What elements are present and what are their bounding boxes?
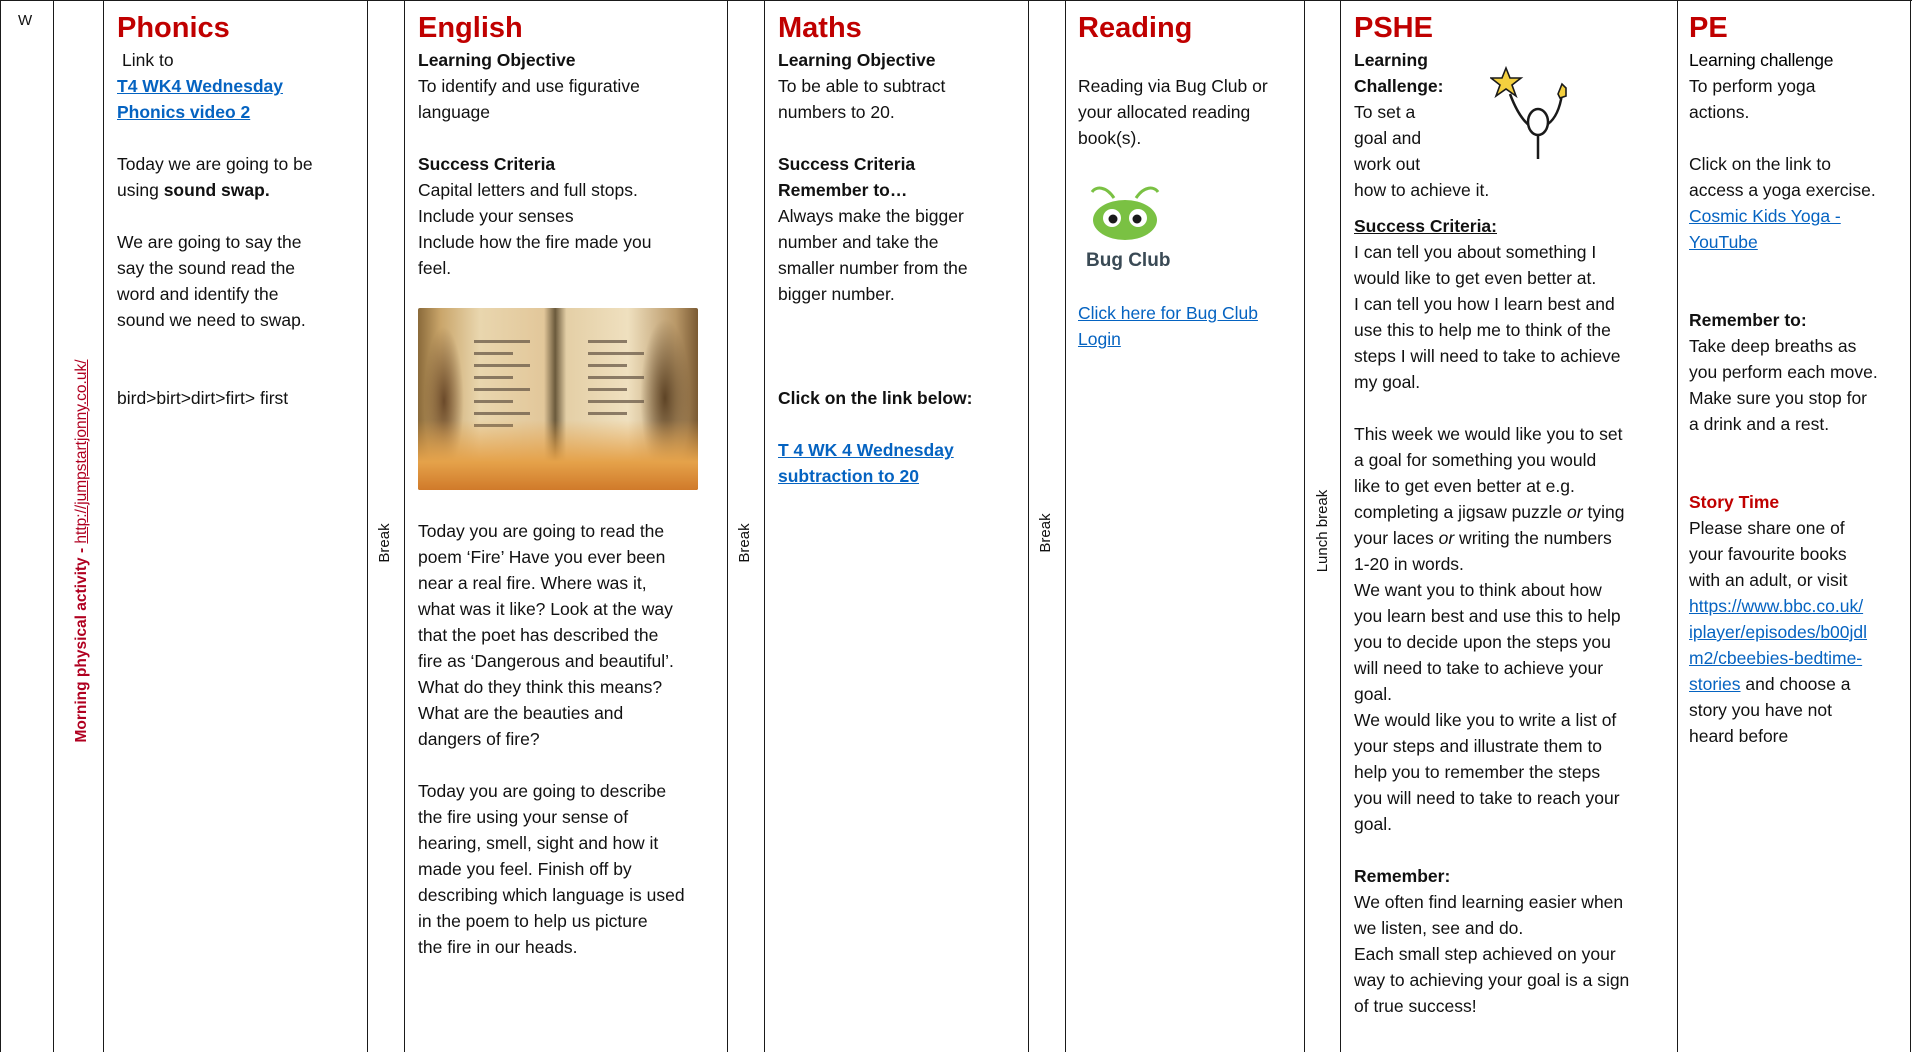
cosmic-kids-yoga-link[interactable] — [1689, 203, 1909, 255]
pshe-remember-line: Each small step achieved on your — [1354, 944, 1616, 964]
pe-click-text: Click on the link to — [1689, 154, 1832, 174]
col-border — [1910, 0, 1911, 1052]
reading-text: book(s). — [1078, 128, 1142, 148]
maths-column — [778, 10, 1023, 489]
pshe-remember-line: of true success! — [1354, 996, 1477, 1016]
english-task-line: fire as ‘Dangerous and beautiful’. — [418, 651, 674, 671]
table-top-border — [0, 0, 1912, 1]
pshe-lc-text: work out — [1354, 154, 1421, 174]
pe-remember-line: Make sure you stop for — [1689, 388, 1867, 408]
maths-lo-label: Learning Objective — [778, 50, 936, 70]
maths-lo-text: To be able to subtract — [778, 76, 946, 96]
pe-lc-text: To perform yoga — [1689, 76, 1816, 96]
reading-column — [1078, 10, 1300, 151]
english-task-line: Today you are going to describe — [418, 781, 667, 801]
pshe-remember-label: Remember: — [1354, 866, 1451, 886]
morning-activity — [73, 351, 91, 751]
col-border — [53, 0, 54, 1052]
english-lo-label: Learning Objective — [418, 50, 576, 70]
english-task-line: what was it like? Look at the way — [418, 599, 673, 619]
fire-poem-book-image — [418, 308, 698, 490]
story-text: your favourite books — [1689, 544, 1847, 564]
pe-remember-label: Remember to: — [1689, 310, 1807, 330]
reading-text: your allocated reading — [1078, 102, 1251, 122]
bug-club-logo — [1084, 180, 1184, 276]
pshe-think-line: you learn best and use this to help — [1354, 606, 1621, 626]
cbeebies-link-line[interactable]: m2/cbeebies-bedtime- — [1689, 648, 1863, 668]
yoga-link-line[interactable]: Cosmic Kids Yoga - — [1689, 206, 1841, 226]
english-task-line: near a real fire. Where was it, — [418, 573, 647, 593]
morning-activity-label: Morning physical activity - — [73, 543, 90, 743]
pshe-lc-text: goal and — [1354, 128, 1422, 148]
col-border — [727, 0, 728, 1052]
pe-lc-label: Learning challenge — [1689, 50, 1834, 70]
phonics-say-text: say the sound read the — [117, 258, 296, 278]
english-task-line: poem ‘Fire’ Have you ever been — [418, 547, 666, 567]
phonics-link-intro: Link to — [122, 50, 174, 70]
pshe-week-text: completing a jigsaw puzzle or tying — [1354, 502, 1625, 522]
phonics-word-chain: bird>birt>dirt>firt> first — [117, 388, 289, 408]
maths-subtraction-link[interactable] — [778, 437, 1023, 489]
english-task-line: made you feel. Finish off by — [418, 859, 632, 879]
maths-sc-label: Success Criteria — [778, 154, 916, 174]
pshe-think-line: help you to remember the steps — [1354, 762, 1601, 782]
pe-column — [1689, 10, 1909, 749]
english-task-line: that the poet has described the — [418, 625, 659, 645]
pe-click-text: access a yoga exercise. — [1689, 180, 1876, 200]
pe-remember-line: a drink and a rest. — [1689, 414, 1830, 434]
phonics-say-text: word and identify the — [117, 284, 279, 304]
english-task-line: hearing, smell, sight and how it — [418, 833, 659, 853]
english-task-line: dangers of fire? — [418, 729, 540, 749]
english-column — [418, 10, 723, 281]
cbeebies-bedtime-stories-link[interactable] — [1689, 593, 1909, 671]
phonics-title: Phonics — [117, 12, 230, 44]
bug-club-link-line[interactable]: Login — [1078, 329, 1121, 349]
english-sc-text: Capital letters and full stops. — [418, 180, 638, 200]
english-task-paragraph — [418, 778, 723, 960]
bug-club-login-link[interactable] — [1078, 300, 1300, 352]
pshe-think-line: We would like you to write a list of — [1354, 710, 1617, 730]
cbeebies-link-line[interactable]: iplayer/episodes/b00jdl — [1689, 622, 1868, 642]
pshe-sc-line: I can tell you how I learn best and — [1354, 294, 1615, 314]
story-text: heard before — [1689, 726, 1789, 746]
sound-swap-emphasis: sound swap. — [163, 180, 270, 200]
maths-lo-text: numbers to 20. — [778, 102, 895, 122]
pshe-lc-text: To set a — [1354, 102, 1416, 122]
pshe-sc-label: Success Criteria: — [1354, 216, 1497, 236]
english-lo-text: language — [418, 102, 491, 122]
english-sc-text: Include how the fire made you — [418, 232, 652, 252]
story-text: story you have not — [1689, 700, 1832, 720]
pshe-sc-line: would like to get even better at. — [1354, 268, 1597, 288]
pe-lc-text: actions. — [1689, 102, 1750, 122]
story-text: with an adult, or visit — [1689, 570, 1848, 590]
english-task-line: Today you are going to read the — [418, 521, 665, 541]
pshe-remember-list — [1354, 889, 1676, 1019]
english-sc-text: Include your senses — [418, 206, 574, 226]
pshe-think-line: We want you to think about how — [1354, 580, 1602, 600]
col-border — [764, 0, 765, 1052]
maths-sc-text: Always make the bigger — [778, 206, 964, 226]
phonics-column — [117, 10, 362, 411]
maths-click-label: Click on the link below: — [778, 388, 973, 408]
pshe-week-text: This week we would like you to set — [1354, 424, 1623, 444]
english-task-line: the fire using your sense of — [418, 807, 629, 827]
pe-remember-line: you perform each move. — [1689, 362, 1878, 382]
pshe-week-text: like to get even better at e.g. — [1354, 476, 1575, 496]
english-task-paragraph — [418, 518, 723, 752]
english-task-line: the fire in our heads. — [418, 937, 578, 957]
reading-text: Reading via Bug Club or — [1078, 76, 1268, 96]
break-label: Break — [376, 523, 393, 563]
col-border — [1304, 0, 1305, 1052]
english-task-line: in the poem to help us picture — [418, 911, 648, 931]
pe-remember-list — [1689, 333, 1909, 437]
col-border — [0, 0, 1, 1052]
story-text: stories and choose a — [1689, 674, 1851, 694]
english-sc-text: feel. — [418, 258, 452, 278]
pshe-remember-line: way to achieving your goal is a sign — [1354, 970, 1630, 990]
pshe-remember-line: we listen, see and do. — [1354, 918, 1524, 938]
english-lo-text: To identify and use figurative — [418, 76, 640, 96]
pe-remember-line: Take deep breaths as — [1689, 336, 1857, 356]
english-sc-label: Success Criteria — [418, 154, 556, 174]
story-text: Please share one of — [1689, 518, 1845, 538]
cbeebies-link-line[interactable]: https://www.bbc.co.uk/ — [1689, 596, 1864, 616]
pshe-sc-list — [1354, 239, 1676, 395]
pshe-sc-line: steps I will need to take to achieve — [1354, 346, 1621, 366]
pshe-lc-label: Challenge: — [1354, 76, 1444, 96]
col-border — [1677, 0, 1678, 1052]
col-border — [367, 0, 368, 1052]
pshe-think-line: goal. — [1354, 684, 1392, 704]
col-border — [1028, 0, 1029, 1052]
maths-link-line[interactable]: subtraction to 20 — [778, 466, 919, 486]
week-label: W — [18, 12, 33, 29]
cbeebies-link-end[interactable]: stories — [1689, 674, 1741, 694]
lunch-break-label: Lunch break — [1314, 489, 1331, 573]
english-task-line: What are the beauties and — [418, 703, 624, 723]
break-label: Break — [1037, 513, 1054, 553]
english-title: English — [418, 12, 523, 44]
bug-club-link-line[interactable]: Click here for Bug Club — [1078, 303, 1258, 323]
pshe-think-line: you will need to take to reach your — [1354, 788, 1620, 808]
story-time-title: Story Time — [1689, 492, 1780, 512]
phonics-video-link-line[interactable]: T4 WK4 Wednesday — [117, 76, 283, 96]
english-task-line: describing which language is used — [418, 885, 685, 905]
col-border — [1065, 0, 1066, 1052]
col-border — [103, 0, 104, 1052]
maths-sc-text: smaller number from the — [778, 258, 968, 278]
pe-title: PE — [1689, 12, 1728, 44]
pshe-remember-line: We often find learning easier when — [1354, 892, 1624, 912]
phonics-video-link-line[interactable]: Phonics video 2 — [117, 102, 251, 122]
phonics-say-text: sound we need to swap. — [117, 310, 306, 330]
reading-title: Reading — [1078, 12, 1193, 44]
pshe-lc-text: how to achieve it. — [1354, 180, 1490, 200]
break-label: Break — [736, 523, 753, 563]
english-tasks — [418, 518, 723, 960]
maths-title: Maths — [778, 12, 862, 44]
col-border — [1340, 0, 1341, 1052]
pshe-think-line: goal. — [1354, 814, 1392, 834]
english-task-line: What do they think this means? — [418, 677, 663, 697]
yoga-link-line[interactable]: YouTube — [1689, 232, 1758, 252]
pshe-lc-label: Learning — [1354, 50, 1428, 70]
pshe-sc-line: I can tell you about something I — [1354, 242, 1597, 262]
pshe-sc-line: use this to help me to think of the — [1354, 320, 1611, 340]
pshe-week-text: a goal for something you would — [1354, 450, 1597, 470]
bug-club-logo-text: Bug Club — [1086, 250, 1171, 271]
pshe-think-list — [1354, 577, 1676, 837]
phonics-say-text: We are going to say the — [117, 232, 302, 252]
phonics-today-text: using sound swap. — [117, 180, 270, 200]
col-border — [404, 0, 405, 1052]
maths-sc-text: bigger number. — [778, 284, 895, 304]
maths-link-line[interactable]: T 4 WK 4 Wednesday — [778, 440, 954, 460]
pshe-think-line: your steps and illustrate them to — [1354, 736, 1603, 756]
phonics-today-text: Today we are going to be — [117, 154, 313, 174]
pshe-sc-line: my goal. — [1354, 372, 1421, 392]
pshe-think-line: will need to take to achieve your — [1354, 658, 1604, 678]
goal-figure-icon — [1490, 64, 1586, 164]
maths-sc-remember: Remember to… — [778, 180, 908, 200]
jumpstart-jonny-link[interactable]: http://jumpstartjonny.co.uk/ — [73, 359, 90, 544]
pshe-week-text: your laces or writing the numbers — [1354, 528, 1612, 548]
pshe-week-text: 1-20 in words. — [1354, 554, 1464, 574]
phonics-video-link[interactable] — [117, 73, 362, 125]
pshe-title: PSHE — [1354, 12, 1433, 44]
pshe-think-line: you to decide upon the steps you — [1354, 632, 1611, 652]
maths-sc-text: number and take the — [778, 232, 939, 252]
